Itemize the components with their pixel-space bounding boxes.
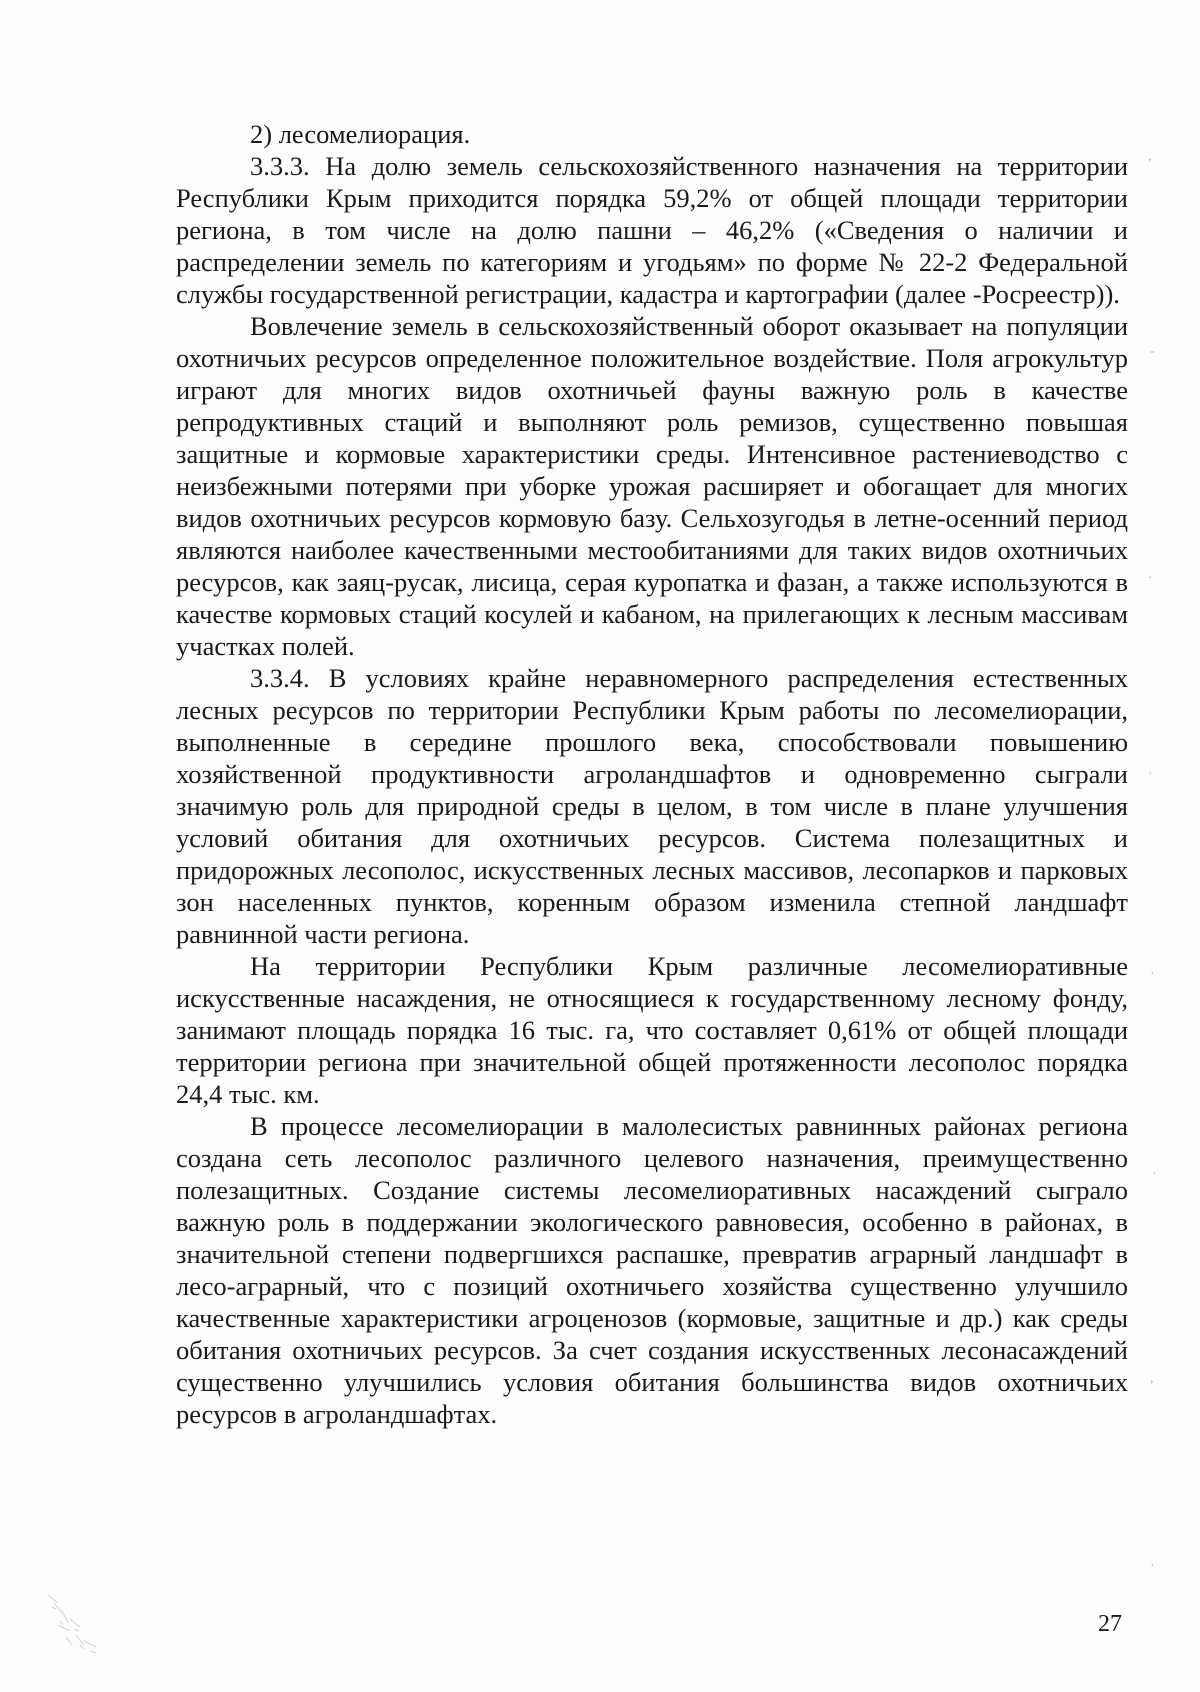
scan-speck: · <box>1152 1167 1157 1182</box>
body-text <box>176 118 1128 1430</box>
scan-speck: , <box>1150 1371 1154 1386</box>
scan-speck: · <box>1148 767 1153 782</box>
paragraph-land-involvement: Вовлечение земель в сельскохозяйственный оборот оказывает на популяции охотничьих ресурсов определенное положительное воздействие. Поля агрокультур играют для многих видов охотничьей фауны важную роль в качестве репродуктивных стаций и выполняют роль ремизов, существенно повышая защитные и кормовые характеристики среды. Интенсивное растениеводство с неизбежными потерями при уборке урожая расширяет и обогащает для многих видов охотничьих ресурсов кормовую базу. Сельхозугодья в летне-осенний период являются наиболее качественными местообитаниями для таких видов охотничьих ресурсов, как заяц-русак, лисица, серая куропатка и фазан, а также используются в качестве кормовых стаций косулей и кабаном, на прилегающих к лесным массивам участках полей. <box>176 311 1128 661</box>
scan-speck: · <box>1150 967 1155 982</box>
scan-speck: · <box>1148 571 1153 586</box>
scan-speck: · <box>1150 1559 1155 1574</box>
paragraph-3-3-3: 3.3.3. На долю земель сельскохозяйственного назначения на территории Республики Крым приходится порядка 59,2% от общей площади территории региона, в том числе на долю пашни – 46,2% («Сведения о наличии и распределении земель по категориям и угодьям» по форме № 22-2 Федеральной службы государственной регистрации, кадастра и картографии (далее -Росреестр)). <box>176 151 1128 309</box>
scan-speck: , <box>1148 149 1152 164</box>
scan-smudge <box>40 1585 130 1665</box>
paragraph-list-item: 2) лесомелиорация. <box>250 119 471 149</box>
scan-speck: - <box>1150 344 1155 359</box>
page-number: 27 <box>1098 1611 1122 1637</box>
paragraph-forest-plantations: На территории Республики Крым различные лесомелиоративные искусственные насаждения, не относящиеся к государственному лесному фонду, занимают площадь порядка 16 тыс. га, что составляет 0,61% от общей площади территории региона при значительной общей протяженности лесополос порядка 24,4 тыс. км. <box>176 951 1128 1109</box>
paragraph-forest-melioration-process: В процессе лесомелиорации в малолесистых равнинных районах региона создана сеть лесополос различного целевого назначения, преимущественно полезащитных. Создание системы лесомелиоративных насаждений сыграло важную роль в поддержании экологического равновесия, особенно в районах, в значительной степени подвергшихся распашке, превратив аграрный ландшафт в лесо-аграрный, что с позиций охотничьего хозяйства существенно улучшило качественные характеристики агроценозов (кормовые, защитные и др.) как среды обитания охотничьих ресурсов. За счет создания искусственных лесонасаждений существенно улучшились условия обитания большинства видов охотничьих ресурсов в агроландшафтах. <box>176 1111 1128 1429</box>
paragraph-3-3-4: 3.3.4. В условиях крайне неравномерного распределения естественных лесных ресурсов по территории Республики Крым работы по лесомелиорации, выполненные в середине прошлого века, способствовали повышению хозяйственной продуктивности агроландшафтов и одновременно сыграли значимую роль для природной среды в целом, в том числе в плане улучшения условий обитания для охотничьих ресурсов. Система полезащитных и придорожных лесополос, искусственных лесных массивов, лесопарков и парковых зон населенных пунктов, коренным образом изменила степной ландшафт равнинной части региона. <box>176 663 1128 949</box>
